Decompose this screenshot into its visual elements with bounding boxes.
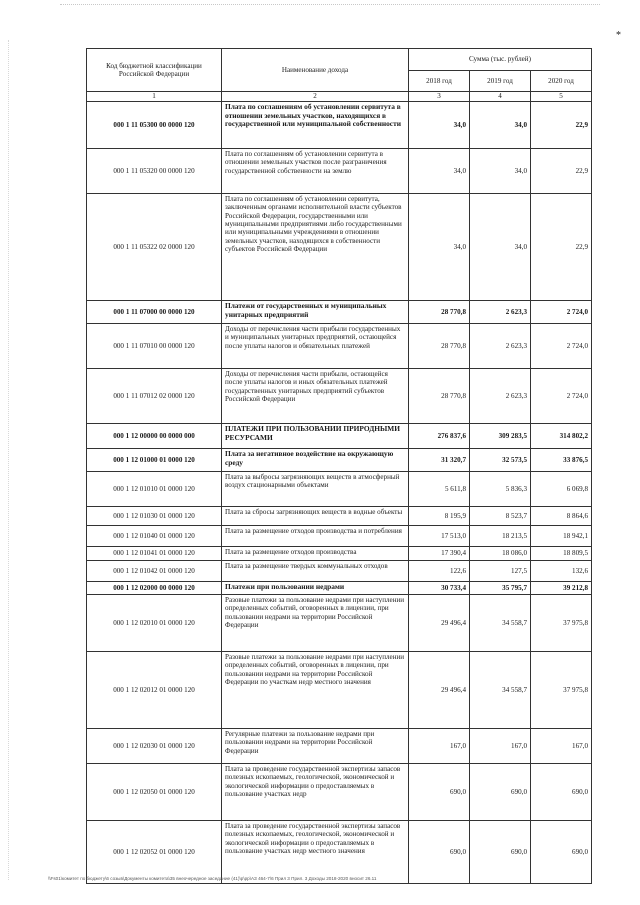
- row-value-2018: 690,0: [409, 821, 470, 884]
- row-value-2019: 32 573,5: [470, 449, 531, 472]
- table-row: [87, 526, 592, 547]
- row-code: 000 1 11 07010 00 0000 120: [87, 324, 222, 369]
- table-row: [87, 301, 592, 324]
- row-value-2019: 2 623,3: [470, 324, 531, 369]
- row-value-2018: 34,0: [409, 102, 470, 149]
- table-row: [87, 472, 592, 507]
- row-code: 000 1 11 07012 02 0000 120: [87, 369, 222, 424]
- table-row: [87, 595, 592, 652]
- row-value-2019: 167,0: [470, 729, 531, 764]
- row-value-2018: 690,0: [409, 764, 470, 821]
- row-value-2020: 39 212,8: [531, 582, 592, 595]
- row-name: Плата по соглашениям об установлении сервитута, заключенным органами исполнительной власти субъектов Российской Федерации, государственными или муниципальными предприятиями либо государственными или муниципальными учреждениями в отношении земельных участков, находящихся в собственности субъектов Российской Федерации: [222, 194, 409, 301]
- row-value-2018: 31 320,7: [409, 449, 470, 472]
- row-name: Доходы от перечисления части прибыли, остающейся после уплаты налогов и иных обязательных платежей государственных унитарных предприятий субъектов Российской Федерации: [222, 369, 409, 424]
- row-value-2018: 17 390,4: [409, 547, 470, 561]
- row-value-2019: 2 623,3: [470, 301, 531, 324]
- table-row: [87, 194, 592, 301]
- row-value-2019: 34 558,7: [470, 652, 531, 729]
- col-number-5: 5: [531, 92, 592, 102]
- row-value-2020: 690,0: [531, 821, 592, 884]
- table-row: [87, 764, 592, 821]
- row-value-2019: 690,0: [470, 764, 531, 821]
- row-code: 000 1 11 05300 00 0000 120: [87, 102, 222, 149]
- row-value-2018: 34,0: [409, 194, 470, 301]
- col-number-3: 3: [409, 92, 470, 102]
- row-value-2019: 18 086,0: [470, 547, 531, 561]
- row-code: 000 1 11 05322 02 0000 120: [87, 194, 222, 301]
- row-value-2019: 309 283,5: [470, 424, 531, 449]
- row-value-2020: 22,9: [531, 194, 592, 301]
- col-number-2: 2: [222, 92, 409, 102]
- header-year-2020: 2020 год: [531, 70, 592, 92]
- row-value-2019: 34,0: [470, 149, 531, 194]
- table-row: [87, 102, 592, 149]
- row-name: Доходы от перечисления части прибыли государственных и муниципальных унитарных предприятий, остающейся после уплаты налогов и обязательных платежей: [222, 324, 409, 369]
- scan-left-edge: [8, 40, 9, 880]
- row-name: Разовые платежи за пользование недрами при наступлении определенных событий, оговоренных в лицензии, при пользовании недрами на территории Российской Федерации по участкам недр местного значения: [222, 652, 409, 729]
- table-row: [87, 547, 592, 561]
- header-year-2019: 2019 год: [470, 70, 531, 92]
- table-row: [87, 149, 592, 194]
- row-code: 000 1 12 01041 01 0000 120: [87, 547, 222, 561]
- row-value-2019: 127,5: [470, 561, 531, 582]
- row-value-2020: 18 942,1: [531, 526, 592, 547]
- row-value-2018: 29 496,4: [409, 595, 470, 652]
- row-name: Плата за негативное воздействие на окружающую среду: [222, 449, 409, 472]
- row-name: ПЛАТЕЖИ ПРИ ПОЛЬЗОВАНИИ ПРИРОДНЫМИ РЕСУРСАМИ: [222, 424, 409, 449]
- row-value-2019: 5 836,3: [470, 472, 531, 507]
- header-year-2018: 2018 год: [409, 70, 470, 92]
- row-value-2018: 30 733,4: [409, 582, 470, 595]
- row-value-2018: 276 837,6: [409, 424, 470, 449]
- row-value-2020: 2 724,0: [531, 324, 592, 369]
- column-number-row: [87, 92, 592, 102]
- row-value-2018: 122,6: [409, 561, 470, 582]
- col-number-1: 1: [87, 92, 222, 102]
- row-name: Плата за размещение отходов производства и потребления: [222, 526, 409, 547]
- row-value-2019: 34,0: [470, 194, 531, 301]
- table-row: [87, 729, 592, 764]
- table-row: [87, 324, 592, 369]
- row-name: Плата за проведение государственной экспертизы запасов полезных ископаемых, геологической, экономической и экологической информации о предоставляемых в пользование участках недр местного значения: [222, 821, 409, 884]
- row-name: Плата за выбросы загрязняющих веществ в атмосферный воздух стационарными объектами: [222, 472, 409, 507]
- row-value-2018: 5 611,8: [409, 472, 470, 507]
- row-value-2018: 17 513,0: [409, 526, 470, 547]
- row-code: 000 1 12 00000 00 0000 000: [87, 424, 222, 449]
- row-value-2020: 132,6: [531, 561, 592, 582]
- file-path-footer: \\Fs01\комитет по бюджету\6 созыв\Документы комитета\35 внеочередное заседание (41)\р\рр\АЗ 464-7\6 Прил 3 Прил. 3 Доходы 2018-2020 вносит 26.11: [48, 876, 377, 881]
- row-name: Регулярные платежи за пользование недрами при пользовании недрами на территории Российской Федерации: [222, 729, 409, 764]
- header-code: Код бюджетной классификации Российской Федерации: [87, 49, 222, 92]
- scan-top-edge: [60, 4, 600, 5]
- row-value-2018: 8 195,9: [409, 507, 470, 526]
- row-value-2018: 28 770,8: [409, 301, 470, 324]
- row-code: 000 1 12 02050 01 0000 120: [87, 764, 222, 821]
- header-row: [87, 49, 592, 71]
- row-value-2018: 28 770,8: [409, 369, 470, 424]
- row-value-2020: 167,0: [531, 729, 592, 764]
- row-value-2020: 314 802,2: [531, 424, 592, 449]
- row-value-2020: 18 809,5: [531, 547, 592, 561]
- row-code: 000 1 12 01042 01 0000 120: [87, 561, 222, 582]
- header-sum: Сумма (тыс. рублей): [409, 49, 592, 71]
- row-value-2019: 18 213,5: [470, 526, 531, 547]
- row-value-2019: 34,0: [470, 102, 531, 149]
- row-name: Платежи от государственных и муниципальных унитарных предприятий: [222, 301, 409, 324]
- row-value-2019: 34 558,7: [470, 595, 531, 652]
- header-name: Наименование дохода: [222, 49, 409, 92]
- row-name: Плата по соглашениям об установлении сервитута в отношении земельных участков, находящихся в государственной или муниципальной собственности: [222, 102, 409, 149]
- table-row: [87, 449, 592, 472]
- row-code: 000 1 12 01030 01 0000 120: [87, 507, 222, 526]
- row-value-2018: 167,0: [409, 729, 470, 764]
- row-code: 000 1 12 02012 01 0000 120: [87, 652, 222, 729]
- row-name: Плата за размещение твердых коммунальных отходов: [222, 561, 409, 582]
- row-code: 000 1 12 02000 00 0000 120: [87, 582, 222, 595]
- row-name: Платежи при пользовании недрами: [222, 582, 409, 595]
- row-value-2019: 35 795,7: [470, 582, 531, 595]
- row-code: 000 1 11 05320 00 0000 120: [87, 149, 222, 194]
- row-value-2018: 29 496,4: [409, 652, 470, 729]
- row-value-2020: 22,9: [531, 102, 592, 149]
- page-mark: *: [616, 30, 621, 41]
- row-value-2019: 2 623,3: [470, 369, 531, 424]
- row-value-2019: 690,0: [470, 821, 531, 884]
- row-code: 000 1 11 07000 00 0000 120: [87, 301, 222, 324]
- table-row: [87, 561, 592, 582]
- row-value-2020: 2 724,0: [531, 301, 592, 324]
- row-value-2020: 22,9: [531, 149, 592, 194]
- row-name: Разовые платежи за пользование недрами при наступлении определенных событий, оговоренных в лицензии, при пользовании недрами на территории Российской Федерации: [222, 595, 409, 652]
- table-row: [87, 424, 592, 449]
- row-value-2020: 37 975,8: [531, 595, 592, 652]
- row-code: 000 1 12 01000 01 0000 120: [87, 449, 222, 472]
- row-value-2020: 6 069,8: [531, 472, 592, 507]
- row-value-2018: 34,0: [409, 149, 470, 194]
- table-row: [87, 507, 592, 526]
- row-value-2020: 8 864,6: [531, 507, 592, 526]
- row-code: 000 1 12 02030 01 0000 120: [87, 729, 222, 764]
- row-code: 000 1 12 02010 01 0000 120: [87, 595, 222, 652]
- row-value-2020: 37 975,8: [531, 652, 592, 729]
- table-row: [87, 652, 592, 729]
- row-value-2020: 33 876,5: [531, 449, 592, 472]
- table-body: [87, 102, 592, 884]
- row-code: 000 1 12 02052 01 0000 120: [87, 821, 222, 884]
- row-code: 000 1 12 01040 01 0000 120: [87, 526, 222, 547]
- row-name: Плата за проведение государственной экспертизы запасов полезных ископаемых, геологической, экономической и экологической информации о предоставляемых в пользование участках недр: [222, 764, 409, 821]
- row-value-2020: 2 724,0: [531, 369, 592, 424]
- row-name: Плата за размещение отходов производства: [222, 547, 409, 561]
- table-row: [87, 582, 592, 595]
- row-value-2018: 28 770,8: [409, 324, 470, 369]
- row-value-2020: 690,0: [531, 764, 592, 821]
- col-number-4: 4: [470, 92, 531, 102]
- row-name: Плата за сбросы загрязняющих веществ в водные объекты: [222, 507, 409, 526]
- budget-revenue-table: [86, 48, 592, 884]
- row-name: Плата по соглашениям об установлении сервитута в отношении земельных участков после разграничения государственной собственности на землю: [222, 149, 409, 194]
- row-value-2019: 8 523,7: [470, 507, 531, 526]
- table-row: [87, 369, 592, 424]
- row-code: 000 1 12 01010 01 0000 120: [87, 472, 222, 507]
- table-row: [87, 821, 592, 884]
